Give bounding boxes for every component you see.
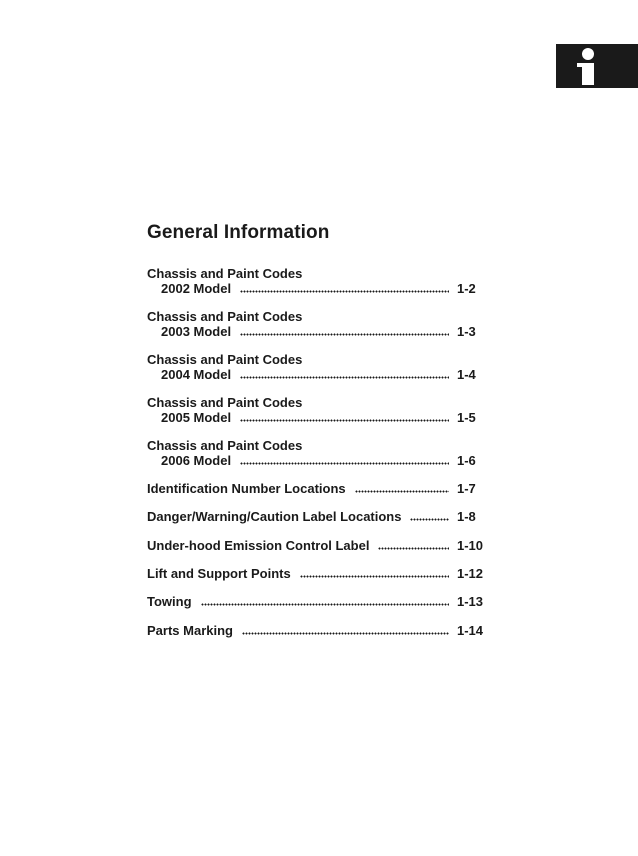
toc-entry-title: Chassis and Paint Codes bbox=[147, 438, 303, 453]
toc-page-number: 1-10 bbox=[457, 538, 484, 553]
dot-leader bbox=[240, 419, 449, 422]
info-tab bbox=[556, 44, 638, 88]
toc-entry[interactable] bbox=[147, 623, 487, 638]
toc-entry[interactable] bbox=[147, 266, 487, 296]
toc-entry[interactable] bbox=[147, 509, 487, 524]
toc-entry-label: Parts Marking bbox=[147, 623, 233, 638]
toc-entry-label: Identification Number Locations bbox=[147, 481, 346, 496]
toc-entry-title: Chassis and Paint Codes bbox=[147, 309, 303, 324]
toc-entry[interactable] bbox=[147, 309, 487, 339]
dot-leader bbox=[300, 575, 449, 578]
toc-page-number: 1-7 bbox=[457, 481, 476, 496]
toc-entry-label: 2006 Model bbox=[161, 453, 232, 468]
toc-entry-title: Chassis and Paint Codes bbox=[147, 266, 303, 281]
toc-entry-title: Chassis and Paint Codes bbox=[147, 352, 303, 367]
toc-entry-label: 2002 Model bbox=[161, 281, 232, 296]
info-icon-stem bbox=[582, 63, 594, 85]
dot-leader bbox=[240, 333, 449, 336]
toc-entry-label: Towing bbox=[147, 594, 192, 609]
toc-entry-label: Lift and Support Points bbox=[147, 566, 291, 581]
toc-entry-label: 2004 Model bbox=[161, 367, 232, 382]
toc-page-number: 1-5 bbox=[457, 410, 476, 425]
toc-entry-label: Danger/Warning/Caution Label Locations bbox=[147, 509, 402, 524]
toc-entry-title: Chassis and Paint Codes bbox=[147, 395, 303, 410]
dot-leader bbox=[378, 547, 449, 550]
toc-page-number: 1-3 bbox=[457, 324, 476, 339]
toc-entry[interactable] bbox=[147, 538, 487, 553]
toc-page-number: 1-2 bbox=[457, 281, 476, 296]
dot-leader bbox=[242, 632, 449, 635]
toc-entry[interactable] bbox=[147, 594, 487, 609]
dot-leader bbox=[410, 518, 449, 521]
toc-entry-label: 2005 Model bbox=[161, 410, 232, 425]
toc-page-number: 1-8 bbox=[457, 509, 476, 524]
toc-page-number: 1-4 bbox=[457, 367, 476, 382]
dot-leader bbox=[240, 462, 449, 465]
toc-entry-label: 2003 Model bbox=[161, 324, 232, 339]
toc-entry[interactable] bbox=[147, 566, 487, 581]
toc-page-number: 1-6 bbox=[457, 453, 476, 468]
dot-leader bbox=[201, 603, 449, 606]
toc-entry[interactable] bbox=[147, 481, 487, 496]
toc-entry[interactable] bbox=[147, 438, 487, 468]
toc-entry[interactable] bbox=[147, 352, 487, 382]
info-icon bbox=[582, 48, 594, 60]
toc-entry-label: Under-hood Emission Control Label bbox=[147, 538, 370, 553]
section-title: General Information bbox=[147, 222, 330, 243]
toc-page-number: 1-14 bbox=[457, 623, 484, 638]
dot-leader bbox=[240, 376, 449, 379]
dot-leader bbox=[355, 490, 449, 493]
toc-page-number: 1-12 bbox=[457, 566, 484, 581]
dot-leader bbox=[240, 290, 449, 293]
toc-entry[interactable] bbox=[147, 395, 487, 425]
toc-page-number: 1-13 bbox=[457, 594, 484, 609]
